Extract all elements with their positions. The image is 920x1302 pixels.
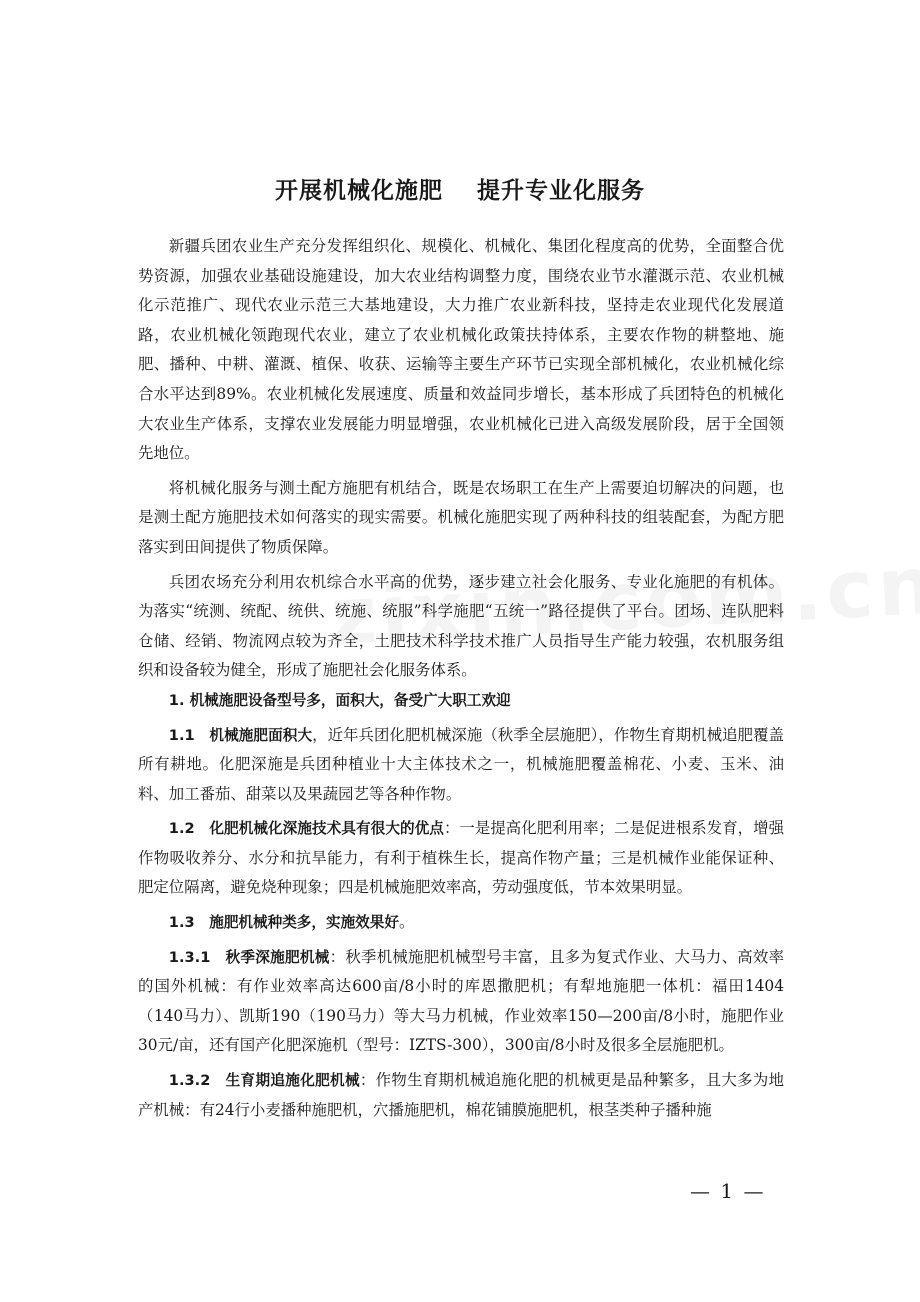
- section-1-3-1-body: ：秋季机械施肥机械型号丰富，且多为复式作业、大马力、高效率的国外机械：有作业效率高达600亩/8小时的库恩撒肥机；有犁地施肥一体机：福田1404（140马力）、凯斯190（190马力）等大马力机械，作业效率150—200亩/8小时，施肥作业30元/亩，还有国产化肥深施机（型号：IZTS-300），300亩/8小时及很多全层施肥机。: [138, 947, 784, 1055]
- section-heading-1-text: 1. 机械施肥设备型号多，面积大，备受广大职工欢迎: [168, 691, 511, 709]
- section-heading-1: [138, 686, 784, 716]
- section-1-3-2-heading: 1.3.2 生育期追施化肥机械: [168, 1072, 360, 1090]
- document-body: [138, 232, 784, 1125]
- section-1-1-body: ，近年兵团化肥机械深施（秋季全层施肥），作物生育期机械追肥覆盖所有耕地。化肥深施是兵团种植业十大主体技术之一，机械施肥覆盖棉花、小麦、玉米、油料、加工番茄、甜菜以及果蔬园艺等各种作物。: [138, 725, 784, 803]
- section-1-1: [138, 721, 784, 810]
- title-part-2: 提升专业化服务: [477, 178, 645, 204]
- section-1-3-2: [138, 1066, 784, 1125]
- page-title: [0, 172, 920, 205]
- page-number: — 1 —: [690, 1179, 766, 1203]
- paragraph-intro: 新疆兵团农业生产充分发挥组织化、规模化、机械化、集团化程度高的优势，全面整合优势资源，加强农业基础设施建设，加大农业结构调整力度，围绕农业节水灌溉示范、农业机械化示范推广、现代农业示范三大基地建设，大力推广农业新科技，坚持走农业现代化发展道路，农业机械化领跑现代农业，建立了农业机械化政策扶持体系，主要农作物的耕整地、施肥、播种、中耕、灌溉、植保、收获、运输等主要生产环节已实现全部机械化，农业机械化综合水平达到89%。农业机械化发展速度、质量和效益同步增长，基本形成了兵团特色的机械化大农业生产体系，支撑农业发展能力明显增强，农业机械化已进入高级发展阶段，居于全国领先地位。: [138, 237, 784, 463]
- section-1-3: [138, 908, 784, 938]
- paragraph-service-system: 兵团农场充分利用农机综合水平高的优势，逐步建立社会化服务、专业化施肥的有机体。为落实“统测、统配、统供、统施、统服”科学施肥“五统一”路径提供了平台。团场、连队肥料仓储、经销、物流网点较为齐全，土肥技术科学技术推广人员指导生产能力较强，农机服务组织和设备较为健全，形成了施肥社会化服务体系。: [138, 572, 784, 680]
- paragraph-combination: 将机械化服务与测土配方施肥有机结合，既是农场职工在生产上需要迫切解决的问题，也是测土配方施肥技术如何落实的现实需要。机械化施肥实现了两种科技的组装配套，为配方肥落实到田间提供了物质保障。: [138, 478, 784, 556]
- section-1-1-heading: 1.1 机械施肥面积大: [168, 726, 313, 744]
- section-1-3-tail: 。: [398, 913, 415, 932]
- section-1-2-body: ：一是提高化肥利用率；二是促进根系发育，增强作物吸收养分、水分和抗旱能力，有利于植株生长，提高作物产量；三是机械作业能保证种、肥定位隔离，避免烧种现象；四是机械施肥效率高，劳动强度低，节本效果明显。: [138, 819, 784, 897]
- section-1-3-2-body: ：作物生育期机械追施化肥的机械更是品种繁多，且大多为地产机械：有24行小麦播种施肥机，穴播施肥机，棉花铺膜施肥机，根茎类种子播种施: [138, 1071, 784, 1119]
- title-part-1: 开展机械化施肥: [275, 178, 443, 204]
- section-1-3-heading: 1.3 施肥机械种类多，实施效果好: [168, 914, 399, 932]
- section-1-2: [138, 814, 784, 903]
- section-1-3-1: [138, 943, 784, 1061]
- section-1-3-1-heading: 1.3.1 秋季深施肥机械: [168, 948, 330, 966]
- section-1-2-heading: 1.2 化肥机械化深施技术具有很大的优点: [168, 820, 444, 838]
